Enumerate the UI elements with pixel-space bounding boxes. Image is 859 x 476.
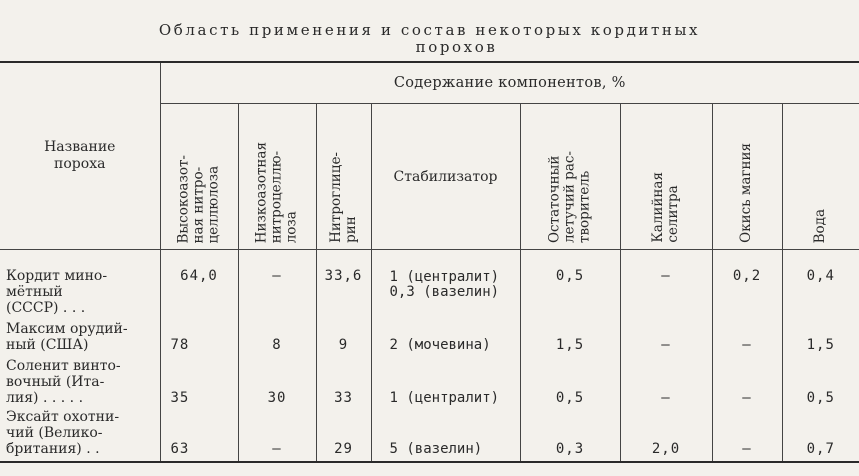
value-cell: 1,5 (520, 316, 620, 353)
value-cell: 0,3 (520, 406, 620, 462)
stabilizer-cell (371, 250, 520, 316)
group-header-text: Содержание компонентов, % (393, 75, 626, 91)
value-cell: — (620, 250, 712, 316)
stabilizer-value: 1 (централит) 0,3 (вазелин) (389, 268, 500, 300)
header-text: Остаточный летучий рас- творитель (546, 150, 593, 243)
column-header-water (782, 104, 859, 250)
value-cell: 0,7 (782, 406, 859, 462)
value-cell: 63 (160, 406, 238, 462)
header-text: Калийная селитра (650, 172, 681, 243)
table-row (0, 316, 859, 353)
header-text: Стабилизатор (393, 168, 498, 185)
value-cell: 0,5 (782, 353, 859, 406)
table-title (0, 22, 859, 56)
column-header-residual-solvent (520, 104, 620, 250)
value-cell: 2,0 (620, 406, 712, 462)
value-cell: — (238, 406, 316, 462)
powder-name: Максим орудий- ный (США) (6, 320, 128, 353)
name-header-text: Название пороха (44, 139, 116, 172)
value-cell: — (712, 316, 782, 353)
stabilizer-cell (371, 316, 520, 353)
column-header-nitroglycerin (316, 104, 371, 250)
powder-name-cell (0, 353, 160, 406)
value-cell: 35 (160, 353, 238, 406)
value-cell: — (620, 316, 712, 353)
value-cell: 8 (238, 316, 316, 353)
value-cell: 78 (160, 316, 238, 353)
powder-name-cell (0, 406, 160, 462)
value-cell: 64,0 (160, 250, 238, 316)
powder-name: Кордит мино- мётный (СССР) . . . (6, 267, 108, 316)
powder-name: Эксайт охотни- чий (Велико- британия) . . (6, 408, 120, 457)
stabilizer-value: 5 (вазелин) (389, 440, 483, 457)
header-text: Вода (811, 208, 828, 243)
header-text: Низкоазотная нитроцеллю- лоза (253, 141, 300, 243)
powder-name: Соленит винто- вочный (Ита- лия) . . . . . (6, 357, 121, 406)
value-cell: 9 (316, 316, 371, 353)
header-text: Нитроглице- рин (327, 152, 359, 243)
header-text: Окись магния (738, 143, 754, 243)
value-cell: 33 (316, 353, 371, 406)
value-cell: — (712, 353, 782, 406)
stabilizer-value: 2 (мочевина) (389, 336, 491, 353)
stabilizer-cell (371, 353, 520, 406)
powder-composition-table (0, 61, 859, 463)
value-cell: 1,5 (782, 316, 859, 353)
column-header-name (0, 62, 160, 250)
stabilizer-value: 1 (централит) (389, 389, 500, 406)
value-cell: 0,5 (520, 250, 620, 316)
table-row (0, 250, 859, 316)
value-cell: 30 (238, 353, 316, 406)
table-row (0, 353, 859, 406)
stabilizer-cell (371, 406, 520, 462)
value-cell: 0,4 (782, 250, 859, 316)
header-text: Высокоазот- ная нитро- целлюлоза (175, 154, 222, 243)
column-header-high-nitrogen-nc (160, 104, 238, 250)
column-header-low-nitrogen-nc (238, 104, 316, 250)
table-title-line-1: Область применения и состав некоторых кордитных (158, 21, 701, 39)
powder-name-cell (0, 250, 160, 316)
table-row (0, 406, 859, 462)
value-cell: — (620, 353, 712, 406)
value-cell: 0,2 (712, 250, 782, 316)
value-cell: — (238, 250, 316, 316)
value-cell: — (712, 406, 782, 462)
table-title-line-2: порохов (415, 38, 498, 56)
column-header-stabilizer (371, 104, 520, 250)
powder-name-cell (0, 316, 160, 353)
group-header-components (160, 62, 859, 104)
value-cell: 0,5 (520, 353, 620, 406)
column-header-magnesium-oxide (712, 104, 782, 250)
value-cell: 33,6 (316, 250, 371, 316)
column-header-potassium-nitrate (620, 104, 712, 250)
value-cell: 29 (316, 406, 371, 462)
